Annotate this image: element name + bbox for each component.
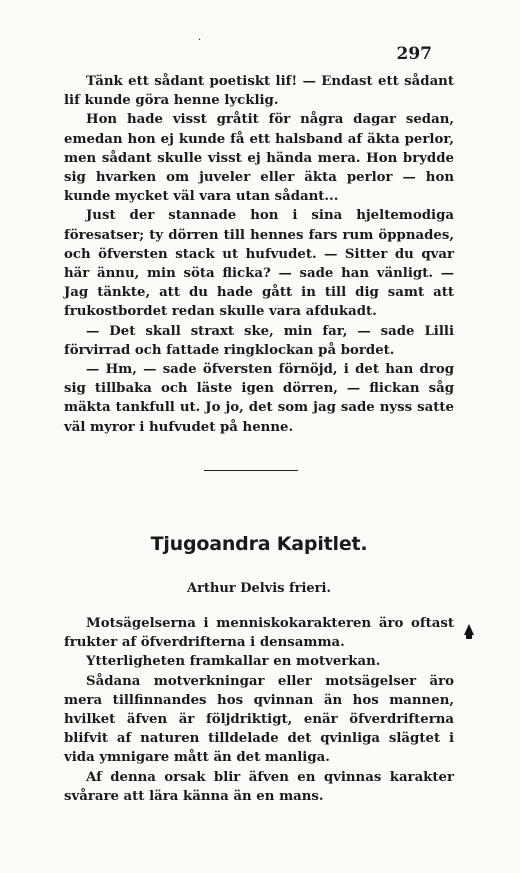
section-divider [204, 470, 298, 471]
paragraph: Tänk ett sådant poetiskt lif! — Endast ett sådant lif kunde göra henne lycklig. [64, 74, 454, 109]
chapter-subtitle: Arthur Delvis frieri. [186, 581, 331, 596]
page-number: 297 [396, 44, 432, 64]
chapter-title: Tjugoandra Kapitlet. [150, 533, 368, 555]
paragraph: — Hm, — sade öfversten förnöjd, i det han drog sig tillbaka och läste igen dörren, — flickan såg mäkta tankfull ut. Jo jo, det som jag sade nyss satte väl myror i hufvudet på henne. [64, 362, 454, 435]
paragraph: Just der stannade hon i sina hjeltemodiga föresatser; ty dörren till hennes fars rum öppnades, och öfversten stack ut hufvudet. — Sitter du qvar här ännu, min söta flicka? — sade han vänligt. — Jag tänkte, att du hade gått in till dig samt att frukostbordet redan skulle vara afdukadt. [64, 208, 454, 320]
paragraph: Hon hade visst gråtit för några dagar sedan, emedan hon ej kunde få ett halsband af äkta perlor, men sådant skulle visst ej hända mera. Hon brydde sig hvarken om juveler eller äkta perlor — hon kunde mycket väl vara utan sådant... [64, 112, 454, 205]
upper-text-block [64, 72, 454, 437]
top-mark: · [198, 35, 202, 46]
lower-text-block [64, 614, 454, 806]
ink-blot-mark [464, 624, 474, 635]
paragraph: Ytterligheten framkallar en motverkan. [86, 654, 381, 670]
paragraph: — Det skall straxt ske, min far, — sade Lilli förvirrad och fattade ringklockan på bordet. [64, 323, 454, 358]
paragraph: Sådana motverkningar eller motsägelser äro mera tillfinnandes hos qvinnan än hos mannen, hvilket äfven är följdriktigt, enär öfverdrifterna blifvit af naturen tilldelade det qvinliga slägtet i vida ymnigare mått än det manliga. [64, 673, 454, 766]
paragraph: Motsägelserna i menniskokarakteren äro oftast frukter af öfverdrifterna i densamma. [64, 616, 454, 651]
paragraph: Af denna orsak blir äfven en qvinnas karakter svårare att lära känna än en mans. [64, 769, 454, 804]
